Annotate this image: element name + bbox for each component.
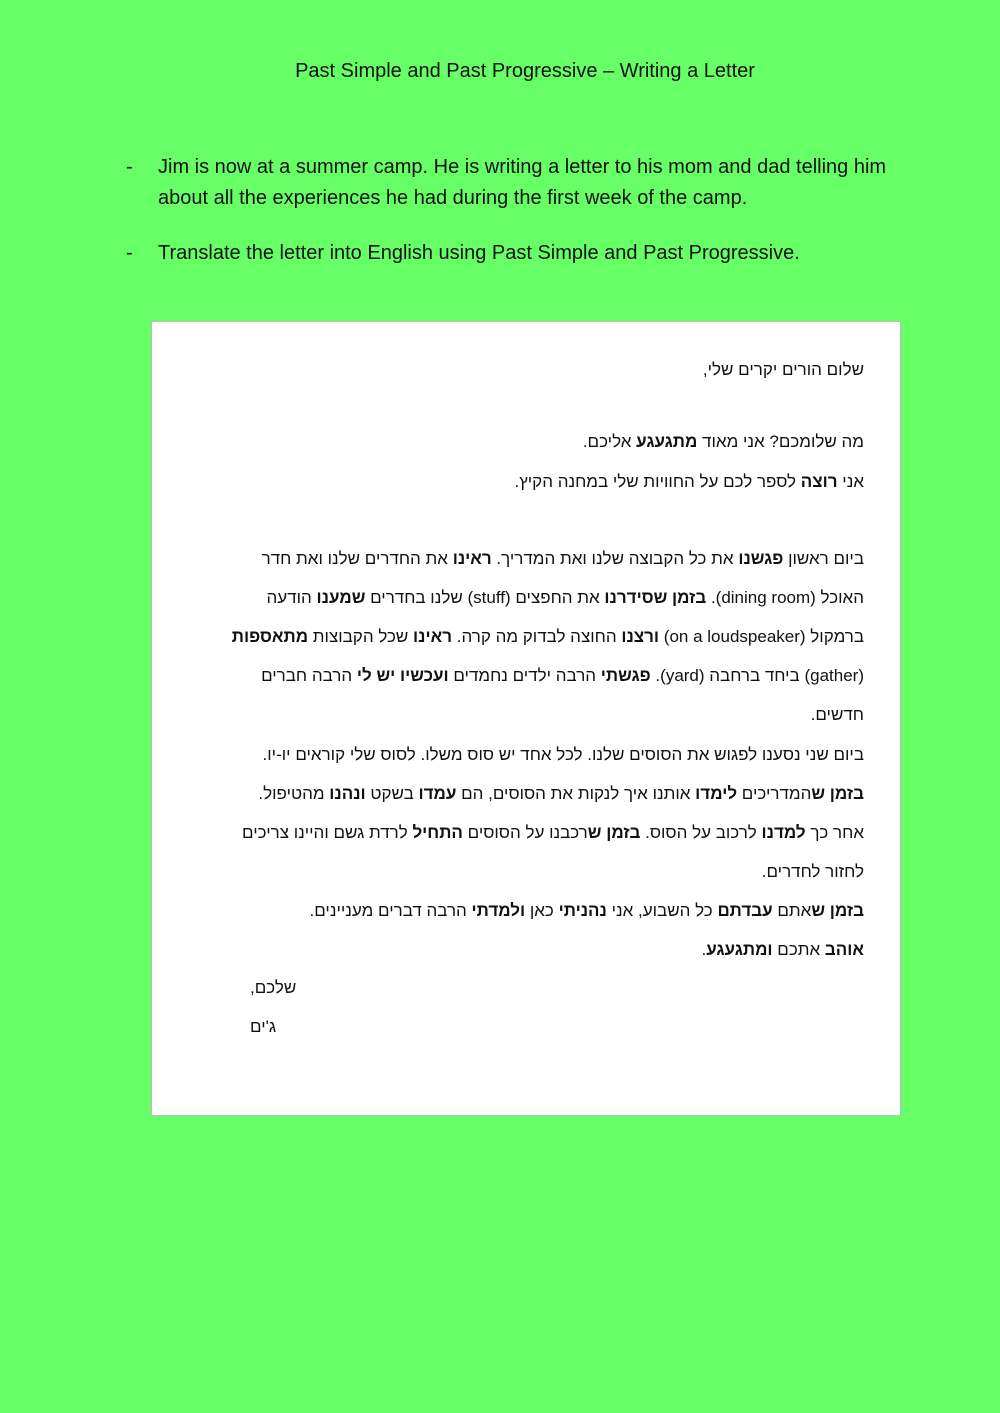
letter-text: כאן: [525, 901, 559, 920]
letter-text: החוצה לבדוק מה קרה.: [452, 627, 622, 646]
letter-text: אליכם.: [582, 432, 637, 451]
letter-line: [310, 901, 865, 921]
letter-text: הרבה ילדים נחמדים: [448, 666, 601, 685]
letter-line: [762, 862, 864, 882]
letter-text: אתם: [772, 901, 812, 920]
bullet-dash: -: [126, 156, 133, 178]
letter-text: רכבנו על הסוסים: [462, 823, 588, 842]
letter-verb-bold: אוהב: [824, 940, 864, 959]
letter-line: [514, 472, 864, 492]
letter-text: את החדרים שלנו ואת חדר: [261, 549, 453, 568]
letter-verb-bold: שמענו: [316, 588, 366, 607]
letter-line: [263, 745, 864, 765]
letter-line: [267, 588, 864, 608]
letter-text: המדריכים: [737, 784, 812, 803]
letter-closing: שלכם,: [250, 978, 297, 997]
letter-verb-bold: בזמן שסידרנו: [604, 588, 707, 607]
letter-verb-bold: ראינו: [413, 627, 453, 646]
letter-text: אחר כך: [805, 823, 864, 842]
letter-verb-bold: ועכשיו יש לי: [356, 666, 449, 685]
letter-verb-bold: ורצנו: [621, 627, 660, 646]
letter-text: הרבה דברים מעניינים.: [309, 901, 472, 920]
letter-verb-bold: נהניתי: [558, 901, 607, 920]
instruction-text: Translate the letter into English using Past Simple and Past Progressive.: [158, 242, 800, 264]
letter-verb-bold: ונהנו: [329, 784, 366, 803]
page-title: Past Simple and Past Progressive – Writing a Letter: [295, 60, 755, 82]
letter-text: מהטיפול.: [258, 784, 330, 803]
letter-text: (gather) ביחד ברחבה (yard).: [650, 666, 864, 685]
letter-text: את החפצים (stuff) שלנו בחדרים: [365, 588, 605, 607]
letter-greeting: שלום הורים יקרים שלי,: [702, 360, 864, 379]
letter-text: אתכם: [772, 940, 825, 959]
letter-verb-bold: בזמן ש: [587, 823, 641, 842]
letter-text: לחזור לחדרים.: [761, 862, 864, 881]
instruction-1: [126, 152, 926, 214]
letter-line: [262, 549, 864, 569]
letter-text: מה שלומכם? אני מאוד: [697, 432, 864, 451]
letter-verb-bold: מתגעגע: [636, 432, 698, 451]
letter-text: .: [701, 940, 707, 959]
letter-text: הודעה: [266, 588, 317, 607]
letter-text: לספר לכם על החוויות שלי במחנה הקיץ.: [514, 472, 801, 491]
letter-text: ברמקול (on a loudspeaker): [659, 627, 864, 646]
letter-text: שכל הקבוצות: [308, 627, 414, 646]
letter-text: האוכל (dining room).: [706, 588, 864, 607]
letter-signature: ג'ים: [250, 1017, 277, 1036]
letter-verb-bold: בזמן ש: [811, 784, 864, 803]
letter-line: [242, 823, 864, 843]
letter-verb-bold: לימדו: [695, 784, 738, 803]
letter-verb-bold: מתאספות: [231, 627, 309, 646]
letter-text: חדשים.: [810, 705, 864, 724]
letter-verb-bold: התחיל: [412, 823, 463, 842]
instruction-text: Jim is now at a summer camp. He is writing a letter to his mom and dad telling him about all the experiences he had during the first week of the camp.: [158, 156, 887, 209]
letter-line: [261, 666, 864, 686]
letter-text: אותנו איך לנקות את הסוסים, הם: [456, 784, 696, 803]
letter-verb-bold: פגשנו: [738, 549, 784, 568]
letter-line: [232, 627, 864, 647]
instruction-2: [126, 238, 926, 269]
letter-line: [258, 784, 864, 804]
letter-text: את כל הקבוצה שלנו ואת המדריך.: [491, 549, 739, 568]
letter-text: ביום שני נסענו לפגוש את הסוסים שלנו. לכל אחד יש סוס משלו. לסוס שלי קוראים יו-יו.: [262, 745, 864, 764]
letter-verb-bold: בזמן ש: [811, 901, 864, 920]
letter-verb-bold: ראינו: [452, 549, 492, 568]
letter-verb-bold: עבדתם: [717, 901, 773, 920]
letter-text: הרבה חברים: [261, 666, 357, 685]
letter-text: לרכוב על הסוס.: [640, 823, 762, 842]
letter-verb-bold: עמדו: [418, 784, 457, 803]
letter-line: [811, 705, 864, 725]
letter-line: [702, 940, 864, 960]
letter-text: לרדת גשם והיינו צריכים: [242, 823, 413, 842]
letter-box: [151, 321, 901, 1116]
letter-verb-bold: למדנו: [761, 823, 806, 842]
letter-text: אני: [837, 472, 864, 491]
letter-text: בשקט: [365, 784, 419, 803]
letter-verb-bold: פגשתי: [600, 666, 651, 685]
letter-verb-bold: רוצה: [800, 472, 838, 491]
letter-verb-bold: ומתגעגע: [706, 940, 773, 959]
letter-text: כל השבוע, אני: [606, 901, 718, 920]
letter-text: ביום ראשון: [783, 549, 864, 568]
letter-verb-bold: ולמדתי: [471, 901, 526, 920]
letter-line: [583, 432, 864, 452]
bullet-dash: -: [126, 242, 133, 264]
